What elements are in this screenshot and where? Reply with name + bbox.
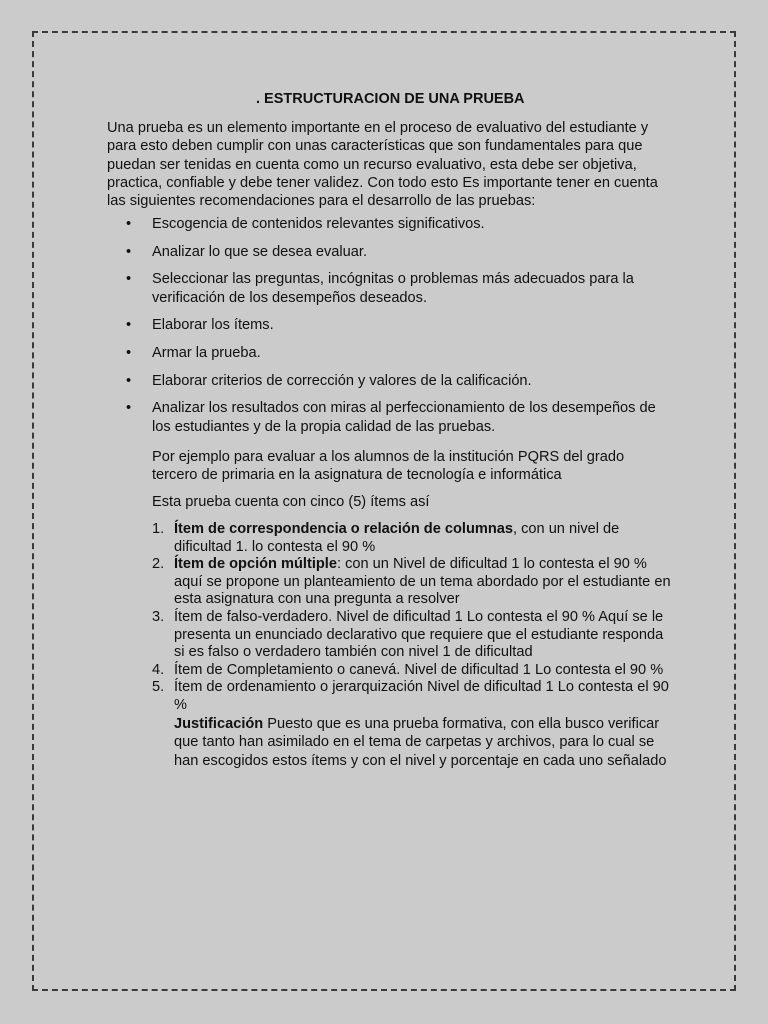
bullet-text: Escogencia de contenidos relevantes significativos. (152, 216, 485, 232)
justification-label: Justificación (174, 716, 264, 732)
bullet-text: Elaborar los ítems. (152, 317, 274, 334)
justification-text: Puesto que es una prueba formativa, con ella busco verificar que tanto han asimilado en el tema de carpetas y archivos, para lo cual se han escogidos estos ítems y con el nivel y porcentaje en cada uno señalado (174, 716, 667, 769)
list-item (107, 399, 667, 436)
item-text: Ítem de ordenamiento o jerarquización Nivel de dificultad 1 Lo contesta el 90 % (174, 679, 669, 713)
item-number: 2. (152, 556, 165, 573)
bullet-text: Elaborar criterios de corrección y valores de la calificación. (152, 372, 532, 389)
list-item (107, 243, 667, 261)
document-title: . ESTRUCTURACION DE UNA PRUEBA (256, 91, 525, 107)
item-text: Ítem de falso-verdadero. Nivel de dificultad 1 Lo contesta el 90 % Aquí se le presenta un enunciado declarativo que requiere que el estudiante responda si es falso o verdadero también con nivel 1 de dificultad (174, 608, 664, 661)
item-entry (152, 679, 672, 714)
items-list (152, 521, 672, 715)
item-number: 3. (152, 608, 165, 625)
bullet-text: Seleccionar las preguntas, incógnitas o problemas más adecuados para la verificación de los desempeños deseados. (152, 271, 634, 306)
intro-paragraph: Una prueba es un elemento importante en el proceso de evaluativo del estudiante y para esto deben cumplir con unas características que son fundamentales para que puedan ser tenidas en cuenta como un recurso evaluativo, esta debe ser objetiva, practica, confiable y debe tener validez. Con todo esto Es importante tener en cuenta las siguientes recomendaciones para el desarrollo de las pruebas: (107, 120, 658, 210)
bullet-icon: • (126, 317, 132, 334)
item-entry (152, 609, 672, 662)
item-entry (152, 662, 672, 680)
item-number: 4. (152, 661, 165, 678)
list-item (107, 372, 667, 390)
bullet-icon: • (126, 271, 132, 288)
bullet-icon: • (126, 345, 132, 362)
list-item (107, 215, 667, 233)
item-entry (152, 556, 672, 609)
example-paragraph: Por ejemplo para evaluar a los alumnos de la institución PQRS del grado tercero de primaria en la asignatura de tecnología e informática (152, 449, 625, 484)
recommendations-list (107, 215, 667, 445)
bullet-text: Analizar lo que se desea evaluar. (152, 243, 367, 260)
bullet-icon: • (126, 400, 132, 417)
bullet-text: Analizar los resultados con miras al perfeccionamiento de los desempeños de los estudiantes y de la propia calidad de las pruebas. (152, 400, 656, 435)
item-bold-label: Ítem de correspondencia o relación de columnas (174, 521, 513, 537)
list-item (107, 344, 667, 362)
item-number: 5. (152, 679, 165, 696)
item-number: 1. (152, 521, 165, 537)
item-text: : con un Nivel de dificultad 1 lo contesta el 90 % aquí se propone un planteamiento de un tema abordado por el estudiante en esta asignatura con una pregunta a resolver (174, 556, 671, 608)
bullet-icon: • (126, 216, 132, 232)
item-entry (152, 521, 672, 556)
list-item (107, 316, 667, 334)
item-bold-label: Ítem de opción múltiple (174, 556, 337, 573)
bullet-text: Armar la prueba. (152, 345, 261, 362)
list-item (107, 270, 667, 307)
item-text: Ítem de Completamiento o canevá. Nivel de dificultad 1 Lo contesta el 90 % (174, 661, 664, 678)
justification-paragraph (174, 715, 674, 770)
bullet-icon: • (126, 372, 132, 389)
items-intro: Esta prueba cuenta con cinco (5) ítems así (152, 494, 430, 510)
bullet-icon: • (126, 243, 132, 260)
item-text: , con un nivel de dificultad 1. lo contesta el 90 % (174, 521, 620, 555)
